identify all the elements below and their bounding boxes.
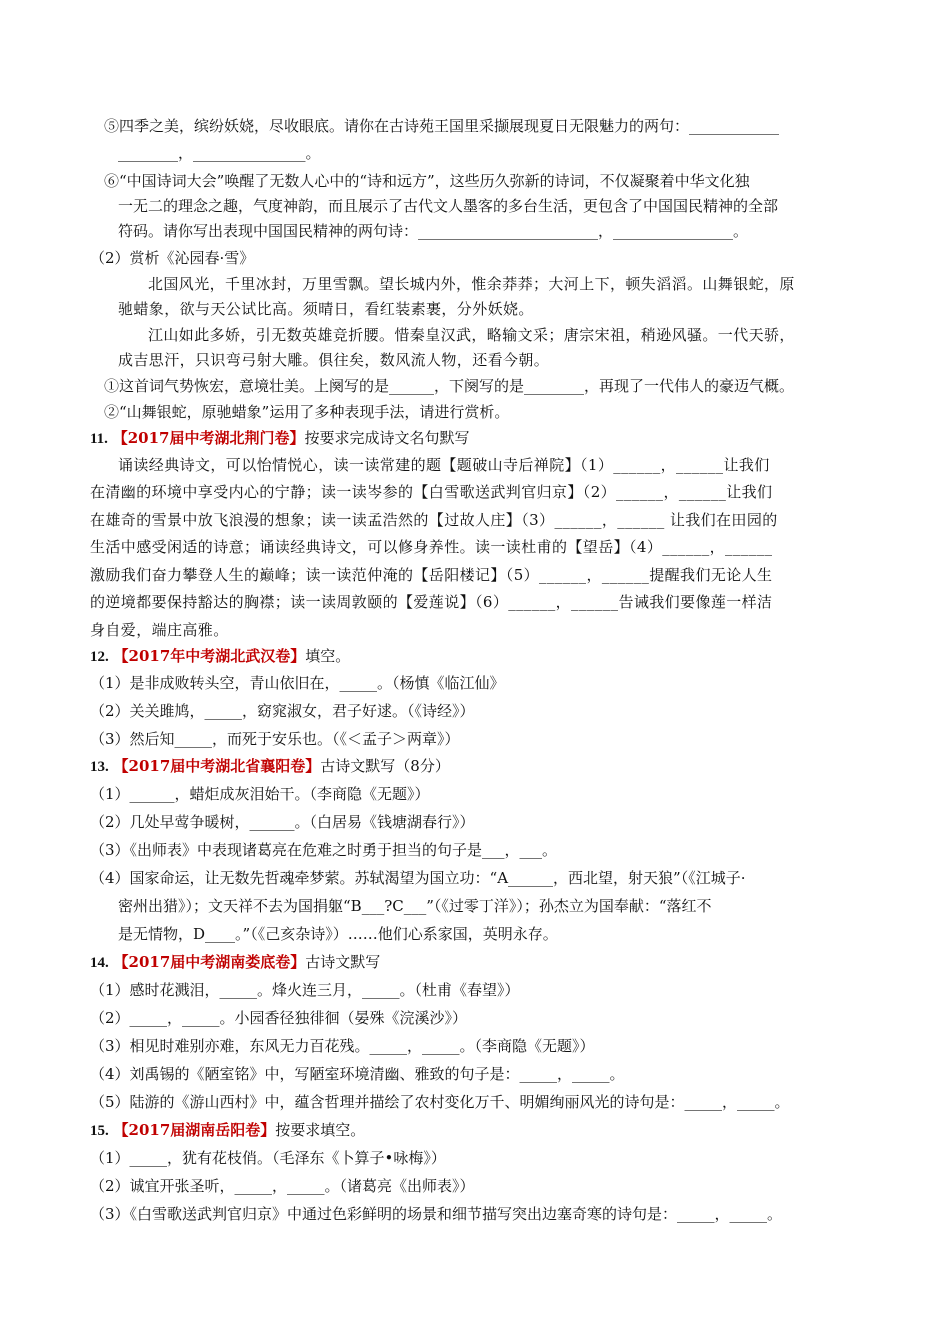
poem-line: 驰蜡象，欲与天公试比高。须晴日，看红装素裹，分外妖娆。 xyxy=(118,300,534,318)
question-15-header xyxy=(90,1120,365,1141)
question-task: 按要求完成诗文名句默写 xyxy=(304,429,470,447)
question-12-header xyxy=(90,646,350,667)
passage-line: 激励我们奋力攀登人生的巅峰；读一读范仲淹的【岳阳楼记】（5）______，______提醒我们无论人生 xyxy=(90,566,773,584)
text-line: （2）诚宜开张圣听，_____，_____。（诸葛亮《出师表》） xyxy=(90,1177,475,1195)
question-13-header xyxy=(90,756,450,777)
text-line: （1）_____，犹有花枝俏。（毛泽东《卜算子•咏梅》） xyxy=(90,1149,446,1167)
text-line: （4）刘禹锡的《陋室铭》中，写陋室环境清幽、雅致的句子是：_____，_____。 xyxy=(90,1065,625,1083)
text-line: （3）《白雪歌送武判官归京》中通过色彩鲜明的场景和细节描写突出边塞奇寒的诗句是：_____，_____。 xyxy=(90,1205,783,1223)
question-source: 【2017届中考湖北荆门卷】 xyxy=(112,429,305,447)
poem-line: 成吉思汗，只识弯弓射大雕。俱往矣，数风流人物，还看今朝。 xyxy=(118,351,550,369)
text-line: （5）陆游的《游山西村》中，蕴含哲理并描绘了农村变化万千、明媚绚丽风光的诗句是：_____，_____。 xyxy=(90,1093,790,1111)
text-line: （1）______，蜡炬成灰泪始干。（李商隐《无题》） xyxy=(90,785,430,803)
question-task: 按要求填空。 xyxy=(275,1121,366,1139)
text-line: （1）感时花溅泪，_____。烽火连三月，_____。（杜甫《春望》） xyxy=(90,981,520,999)
text-line: 密州出猎》）；文天祥不去为国捐躯“B___?C___”（《过零丁洋》）；孙杰立为国奉献：“落红不 xyxy=(118,897,712,915)
text-line: （2）_____，_____。小园香径独徘徊（晏殊《浣溪沙》） xyxy=(90,1009,468,1027)
text-line: 是无情物，D____。”（《己亥杂诗》）……他们心系家国，英明永存。 xyxy=(118,925,558,943)
question-14-header xyxy=(90,952,380,973)
passage-line: 的逆境都要保持豁达的胸襟；读一读周敦颐的【爱莲说】（6）______，______告诫我们要像莲一样洁 xyxy=(90,593,773,611)
passage-line: 诵读经典诗文，可以怡情悦心，读一读常建的题【题破山寺后禅院】（1）______，______让我们 xyxy=(118,456,770,474)
passage-line: 生活中感受闲适的诗意；诵读经典诗文，可以修身养性。读一读杜甫的【望岳】（4）______，______ xyxy=(90,538,773,556)
question-source: 【2017届中考湖北省襄阳卷】 xyxy=(113,757,321,775)
text-line: （2）赏析《沁园春·雪》 xyxy=(90,249,255,267)
question-number: 14. xyxy=(90,955,109,971)
question-task: 古诗文默写（8分） xyxy=(320,757,450,775)
text-line: （3）然后知_____，而死于安乐也。（《＜孟子＞两章》） xyxy=(90,730,460,748)
question-number: 15. xyxy=(90,1123,109,1139)
text-line: 符码。请你写出表现中国国民精神的两句诗：________________________，________________。 xyxy=(118,222,749,240)
passage-line: 身自爱，端庄高雅。 xyxy=(90,621,229,639)
question-task: 古诗文默写 xyxy=(305,953,381,971)
question-number: 12. xyxy=(90,649,109,665)
text-line: （3）《出师表》中表现诸葛亮在危难之时勇于担当的句子是___，___。 xyxy=(90,841,558,859)
text-line: （3）相见时难别亦难，东风无力百花残。_____，_____。（李商隐《无题》） xyxy=(90,1037,595,1055)
question-source: 【2017届中考湖南娄底卷】 xyxy=(113,953,306,971)
passage-line: 在清幽的环境中享受内心的宁静；读一读岑参的【白雪歌送武判官归京】（2）______，______让我们 xyxy=(90,483,773,501)
poem-line: 江山如此多娇，引无数英雄竞折腰。惜秦皇汉武，略输文采；唐宗宋祖，稍逊风骚。一代天骄， xyxy=(148,326,795,344)
text-line: ②“山舞银蛇，原驰蜡象”运用了多种表现手法，请进行赏析。 xyxy=(104,403,510,421)
question-number: 11. xyxy=(90,431,108,447)
text-line: ⑥“中国诗词大会”唤醒了无数人心中的“诗和远方”，这些历久弥新的诗词，不仅凝聚着中华文化独 xyxy=(104,172,750,190)
text-line: ⑤四季之美，缤纷妖娆，尽收眼底。请你在古诗苑王国里采撷展现夏日无限魅力的两句：____________ xyxy=(104,117,780,135)
text-line: （2）关关雎鸠，_____，窈窕淑女，君子好逑。（《诗经》） xyxy=(90,702,475,720)
question-number: 13. xyxy=(90,759,109,775)
text-line: （2）几处早莺争暖树，______。（白居易《钱塘湖春行》） xyxy=(90,813,475,831)
text-line: 一无二的理念之趣，气度神韵，而且展示了古代文人墨客的多台生活，更包含了中国国民精神的全部 xyxy=(118,197,779,215)
text-line: ________，_______________。 xyxy=(118,144,321,162)
question-source: 【2017届湖南岳阳卷】 xyxy=(113,1121,276,1139)
question-source: 【2017年中考湖北武汉卷】 xyxy=(113,647,306,665)
text-line: （4）国家命运，让无数先哲魂牵梦萦。苏轼渴望为国立功：“A______，西北望，射天狼”（《江城子· xyxy=(90,869,746,887)
text-line: （1）是非成败转头空，青山依旧在，_____。（杨慎《临江仙》 xyxy=(90,674,505,692)
poem-line: 北国风光，千里冰封，万里雪飘。望长城内外，惟余莽莽；大河上下，顿失滔滔。山舞银蛇，原 xyxy=(148,275,795,293)
question-task: 填空。 xyxy=(305,647,351,665)
passage-line: 在雄奇的雪景中放飞浪漫的想象；读一读孟浩然的【过故人庄】（3）______，______ 让我们在田园的 xyxy=(90,511,778,529)
question-11-header xyxy=(90,428,469,449)
text-line: ①这首词气势恢宏，意境壮美。上阕写的是______，下阕写的是________，再现了一代伟人的豪迈气概。 xyxy=(104,377,795,395)
